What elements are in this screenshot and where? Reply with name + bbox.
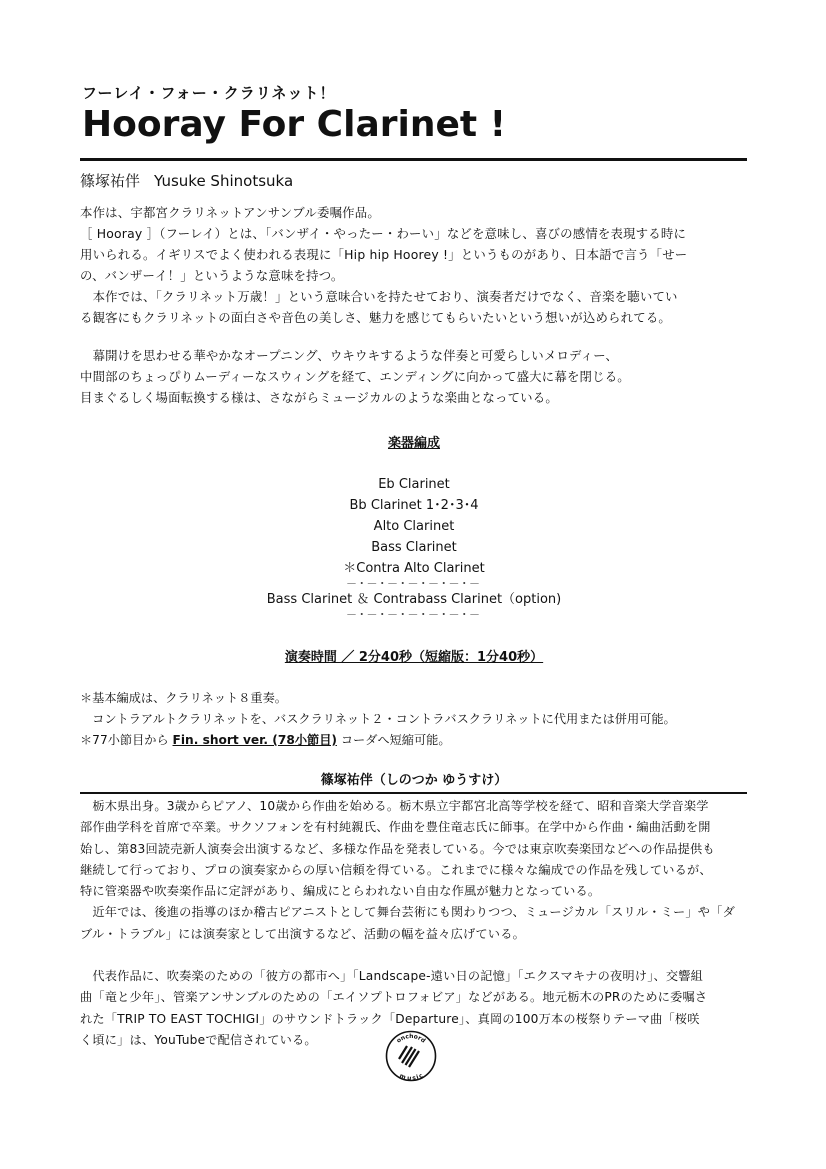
composer-name-jp: 篠塚祐伴 [80,172,141,190]
text-line: れた「TRIP TO EAST TOCHIGI」のサウンドトラック「Departure」、真岡の100万本の桜祭りテーマ曲「桜咲 [80,1011,700,1026]
title-divider [80,158,747,161]
note-text: コーダへ短縮可能。 [336,733,451,747]
description-paragraph-2 [80,345,748,408]
instrument-item: Bass Clarinet [371,540,457,555]
text-line: 代表作品に、吹奏楽のための「彼方の都市へ」「Landscape-遠い日の記憶」「エクスマキナの夜明け」、交響組 [80,969,704,984]
text-line: 中間部のちょっぴりムーディーなスウィングを経て、エンディングに向かって盛大に幕を閉じる。 [80,369,630,384]
text-line: ブル・トラブル」には演奏家として出演するなど、活動の幅を益々広げている。 [80,926,525,941]
text-line: 特に管楽器や吹奏楽作品に定評があり、編成にとらわれない自由な作風が魅力となっている。 [80,884,601,899]
option-divider-bottom: －･－･－･－･－･－･－ [346,608,482,621]
text-line: の、バンザーイ！」というような意味を持つ。 [80,268,344,283]
text-line: 曲「竜と少年」、管楽アンサンブルのための「エイソプトロフォビア」などがある。地元栃木のPRのために委嘱さ [80,990,708,1005]
text-line: く頃に」は、YouTubeで配信されている。 [80,1032,317,1047]
onchord-music-logo [385,1030,437,1082]
text-line: 幕開けを思わせる華やかなオープニング、ウキウキするような伴奏と可愛らしいメロディー、 [80,348,618,363]
instrument-option: Bass Clarinet ＆ Contrabass Clarinet（option) [266,592,562,607]
text-line: 用いられる。イギリスでよく使われる表現に「Hip hip Hoorey !」というものがあり、日本語で言う「せー [80,247,688,262]
biography [80,796,748,1051]
text-line: 継続して行っており、プロの演奏家からの厚い信頼を得ている。これまでに様々な編成での作品を残しているが、 [80,862,712,877]
biography-divider [80,792,747,794]
text-line: 目まぐるしく場面転換する様は、さながらミュージカルのような楽曲となっている。 [80,390,558,405]
instrument-item: Alto Clarinet [373,519,455,534]
instrument-item: Eb Clarinet [378,477,450,492]
instrumentation-list [80,474,748,620]
note-line: コントラアルトクラリネットを、バスクラリネット２・コントラバスクラリネットに代用または併用可能。 [80,712,676,726]
page-title: Hooray For Clarinet ! [82,104,507,145]
short-version-marker: Fin. short ver. (78小節目) [172,733,337,747]
logo-top-text: onchord [395,1032,427,1045]
text-line: ［ Hooray ］（フーレイ）とは、「バンザイ・やったー・わーい」などを意味し、喜びの感情を表現する時に [80,226,687,241]
text-line: 栃木県出身。3歳からピアノ、10歳から作曲を始める。栃木県立宇都宮北高等学校を経て、昭和音楽大学音楽学 [80,799,709,813]
text-line: 本作は、宇都宮クラリネットアンサンブル委嘱作品。 [80,205,380,220]
note-line: ＊基本編成は、クラリネット８重奏。 [80,691,287,705]
text-line: 本作では、「クラリネット万歳！」という意味合いを持たせており、演奏者だけでなく、音楽を聴いてい [80,289,678,304]
note-text: ＊77小節目から [80,733,173,747]
notes [80,688,748,751]
text-line: 近年では、後進の指導のほか稽古ピアニストとして舞台芸術にも関わりつつ、ミュージカル「スリル・ミー」や「ダ [80,905,735,920]
description-paragraph-1 [80,202,748,328]
instrument-item: Bb Clarinet 1･2･3･4 [349,498,479,513]
biography-heading: 篠塚祐伴（しのつか ゆうすけ） [320,773,508,788]
composer-name-en: Yusuke Shinotsuka [154,172,294,190]
text-line: る観客にもクラリネットの面白さや音色の美しさ、魅力を感じてもらいたいという想いが込められてる。 [80,310,672,325]
text-line: 部作曲学科を首席で卒業。サクソフォンを有村純親氏、作曲を豊住竜志氏に師事。在学中から作曲・編曲活動を開 [80,820,711,835]
subtitle-jp: フーレイ・フォー・クラリネット！ [82,84,336,102]
instrumentation-heading: 楽器編成 [387,436,440,451]
paragraph-gap [80,945,748,966]
performance-time: 演奏時間 ／ 2分40秒（短縮版：1分40秒） [284,650,544,665]
text-line: 始し、第83回読売新人演奏会出演するなど、多様な作品を発表している。今では東京吹奏楽団などへの作品提供も [80,841,715,856]
option-divider-top: －･－･－･－･－･－･－ [346,577,482,590]
logo-bottom-text: music [398,1072,425,1082]
note-line [80,730,748,751]
instrument-item: ＊Contra Alto Clarinet [343,561,485,576]
composer-line [80,170,293,191]
